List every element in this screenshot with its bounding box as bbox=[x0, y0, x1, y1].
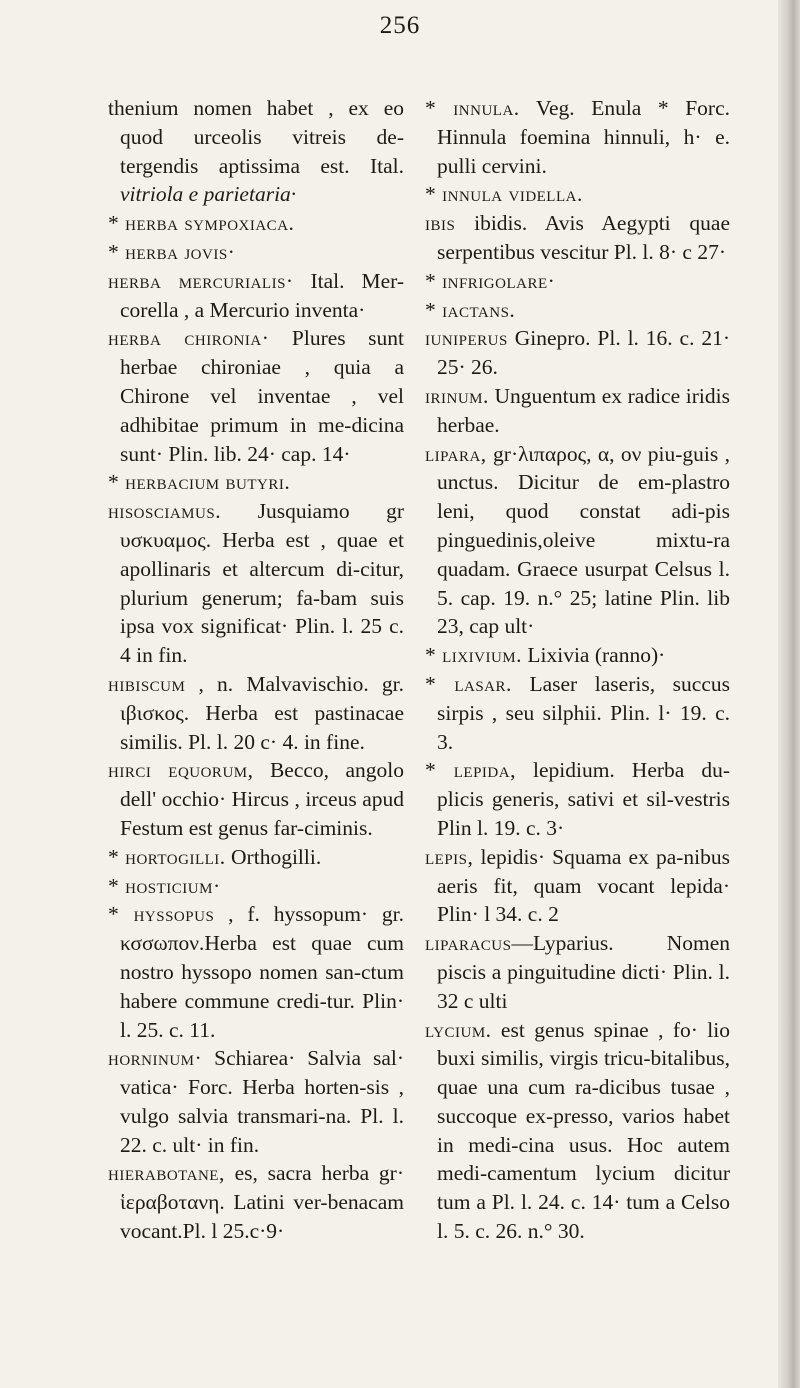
left-column bbox=[108, 94, 404, 1246]
dictionary-entry: * hortogilli. Orthogilli. bbox=[108, 844, 322, 869]
dictionary-entry: liparacus—Lyparius. Nomen piscis a pinguitudine dicti· Plin. l. 32 c ulti bbox=[425, 931, 730, 1013]
dictionary-entry: * hyssopus , f. hyssopum· gr. κσσωπον.Herba est quae cum nostro hyssopo nomen san-ctum habere commune credi-tur. Plin· l. 25. c. 11. bbox=[108, 902, 405, 1042]
dictionary-entry: lipara, gr·λιπαρος, α, ον piu-guis , unctus. Dicitur de em-plastro leni, quod constat adi-pis pinguedinis,oleive mixtu-ra quadam. Graece usurpat Celsus l. 5. cap. 19. n.° 25; latine Plin. lib 23, cap ult· bbox=[425, 441, 730, 639]
dictionary-entry: * innula vidella. bbox=[425, 182, 583, 207]
dictionary-entry: thenium nomen habet , ex eo quod urceolis vitreis de-tergendis aptissima est. Ital. vitriola e parietaria· bbox=[108, 96, 404, 207]
page-number: 256 bbox=[379, 12, 421, 39]
dictionary-entry: * herba sympoxiaca. bbox=[108, 211, 295, 236]
dictionary-entry: * hosticium· bbox=[108, 873, 221, 898]
dictionary-entry: hierabotane, es, sacra herba gr· ἱεραβοτανη. Latini ver-benacam vocant.Pl. l 25.c·9· bbox=[108, 1161, 404, 1244]
right-column bbox=[425, 94, 730, 1246]
dictionary-entry: herba mercurialis· Ital. Mer-corella , a Mercurio inventa· bbox=[108, 268, 404, 322]
dictionary-entry: lepis, lepidis· Squama ex pa-nibus aeris fit, quam vocant lepida· Plin· l 34. c. 2 bbox=[425, 844, 730, 927]
dictionary-entry: hirci equorum, Becco, angolo dell' occhio· Hircus , irceus apud Festum est genus far-ciminis. bbox=[108, 758, 404, 840]
dictionary-entry: * infrigolare· bbox=[425, 268, 556, 293]
dictionary-entry: * lixivium. Lixivia (ranno)· bbox=[425, 643, 666, 668]
dictionary-entry: hisosciamus. Jusquiamo gr υσκυαμος. Herba est , quae et apollinaris et altercum di-citur, plurium generum; fa-bam suis ipsa vox significat· Plin. l. 25 c. 4 in fin. bbox=[108, 499, 404, 668]
dictionary-entry: * lepida, lepidium. Herba du-plicis generis, sativi et sil-vestris Plin l. 19. c. 3· bbox=[425, 758, 730, 840]
dictionary-entry: * lasar. Laser laseris, succus sirpis , seu silphii. Plin. l· 19. c. 3. bbox=[425, 671, 730, 754]
dictionary-entry: hibiscum , n. Malvavischio. gr. ιβισκος. Herba est pastinacae similis. Pl. l. 20 c· 4. in fine. bbox=[108, 671, 404, 754]
dictionary-entry: * innula. Veg. Enula * Forc. Hinnula foemina hinnuli, h· e. pulli cervini. bbox=[425, 96, 730, 178]
dictionary-entry: horninum· Schiarea· Salvia sal· vatica· Forc. Herba horten-sis , vulgo salvia transmari-na. Pl. l. 22. c. ult· in fin. bbox=[108, 1046, 404, 1157]
dictionary-entry: * herbacium butyri. bbox=[108, 470, 291, 495]
page-edge-shadow bbox=[778, 0, 800, 1388]
dictionary-entry: * iactans. bbox=[425, 297, 516, 322]
dictionary-entry: * herba jovis· bbox=[108, 239, 236, 264]
dictionary-entry: ibis ibidis. Avis Aegypti quae serpentibus vescitur Pl. l. 8· c 27· bbox=[425, 211, 730, 264]
dictionary-entry: iuniperus Ginepro. Pl. l. 16. c. 21· 25· 26. bbox=[425, 326, 730, 380]
dictionary-entry: irinum. Unguentum ex radice iridis herbae. bbox=[425, 383, 730, 437]
dictionary-entry: lycium. est genus spinae , fo· lio buxi similis, virgis tricu-bitalibus, quae una cum ra-dicibus tusae , succoque ex-presso, varios habet in medi-cina usus. Hoc autem medi-camentum lycium dicitur tum a Pl. l. 24. c. 14· tum a Celso l. 5. c. 26. n.° 30. bbox=[425, 1017, 730, 1244]
dictionary-entry: herba chironia· Plures sunt herbae chironiae , quia a Chirone vel inventae , vel adhibitae primum in me-dicina sunt· Plin. lib. 24· cap. 14· bbox=[108, 326, 405, 466]
